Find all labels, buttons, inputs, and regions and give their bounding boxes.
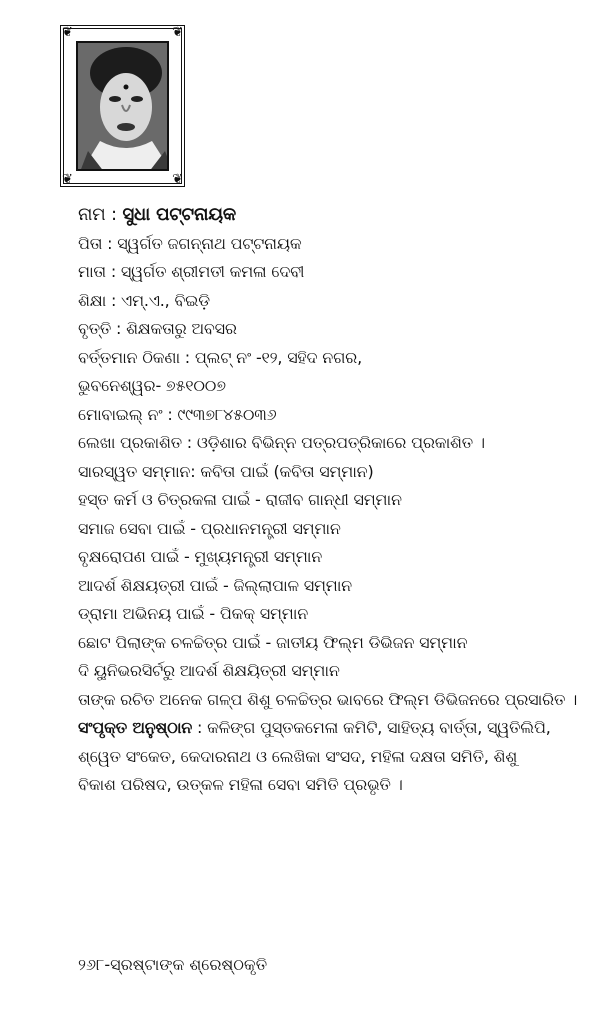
frame-ornament-icon: ❦ <box>62 25 73 40</box>
author-portrait <box>76 41 169 171</box>
author-bio <box>78 201 593 800</box>
mobile-line: ମୋବାଇଲ୍ ନଂ : ୯୯୩୭୮୪୫୦୩୬ <box>78 404 277 424</box>
father-line: ପିତା : ସ୍ୱର୍ଗତ ଜଗନ୍ନାଥ ପଟ୍ଟନାୟକ <box>78 233 302 253</box>
frame-ornament-icon: ❦ <box>62 172 73 187</box>
author-portrait-frame <box>60 25 185 187</box>
writings-line: ଲେଖା ପ୍ରକାଶିତ : ଓଡ଼ିଶାର ବିଭିନ୍ନ ପତ୍ରପତ୍ରିକାରେ ପ୍ରକାଶିତ । <box>78 433 485 452</box>
films-line: ତାଙ୍କ ରଚିତ ଅନେକ ଗଳ୍ପ ଶିଶୁ ଚଳଚ୍ଚିତ୍ର ଭାବରେ ଫିଲ୍ମ ଡିଭିଜନରେ ପ୍ରସାରିତ । <box>78 689 578 709</box>
associations-label: ସଂପୃକ୍ତ ଅନୁଷ୍ଠାନ <box>78 718 193 737</box>
name-line <box>78 201 593 230</box>
award-line: ବୃକ୍ଷରୋପଣ ପାଇଁ - ମୁଖ୍ୟମନ୍ତ୍ରୀ ସମ୍ମାନ <box>78 547 323 566</box>
profession-line: ବୃତ୍ତି : ଶିକ୍ଷକତାରୁ ଅବସର <box>78 319 237 338</box>
associations-line: ବିକାଶ ପରିଷଦ, ଉତ୍କଳ ମହିଳା ସେବା ସମିତି ପ୍ରଭୃତି । <box>78 775 403 794</box>
associations-text: : କଳିଙ୍ଗ ପୁସ୍ତକମେଳା କମିଟି, ସାହିତ୍ୟ ବାର୍ତ୍ତା, ସ୍ୱତିଲିପି, <box>192 718 551 737</box>
author-name: ସୁଧା ପଟ୍ଟନାୟକ <box>122 204 236 225</box>
education-line: ଶିକ୍ଷା : ଏମ୍.ଏ., ବିଇଡ଼ି <box>78 290 210 310</box>
award-line: ହସ୍ତ କର୍ମ ଓ ଚିତ୍ରକଳା ପାଇଁ - ରାଜୀବ ଗାନ୍ଧୀ ସମ୍ମାନ <box>78 490 402 509</box>
award-line: ଆଦର୍ଶ ଶିକ୍ଷୟତ୍ରୀ ପାଇଁ - ଜିଲ୍ଲାପାଳ ସମ୍ମାନ <box>78 575 352 595</box>
name-label: ନାମ : <box>78 204 123 225</box>
award-line: ଡ୍ରାମା ଅଭିନୟ ପାଇଁ - ପିକକ୍ ସମ୍ମାନ <box>78 604 309 623</box>
page-footer: ୨୬୮-ସ୍ରଷ୍ଟାଙ୍କ ଶ୍ରେଷ୍ଠକୃତି <box>78 955 268 974</box>
address-line: ବର୍ତ୍ତମାନ ଠିକଣା : ପ୍ଲଟ୍ ନଂ -୧୨, ସହିଦ ନଗର, <box>78 347 362 367</box>
award-line: ସାରସ୍ୱତ ସମ୍ମାନ: କବିତା ପାଇଁ (କବିତା ସମ୍ମାନ) <box>78 461 374 481</box>
award-line: ସମାଜ ସେବା ପାଇଁ - ପ୍ରଧାନମନ୍ତ୍ରୀ ସମ୍ମାନ <box>78 518 341 538</box>
frame-ornament-icon: ❦ <box>172 172 183 187</box>
award-line: ଦି ୟୁନିଭରସିର୍ଟରୁ ଆଦର୍ଶ ଶିକ୍ଷୟିତ୍ରୀ ସମ୍ମାନ <box>78 661 340 680</box>
associations-line <box>78 714 593 743</box>
mother-line: ମାତା : ସ୍ୱର୍ଗତ ଶ୍ରୀମତୀ କମଳା ଦେବୀ <box>78 262 305 281</box>
associations-line: ଶ୍ୱେତ ସଂକେତ, କେଦାରନାଥ ଓ ଲେଖିକା ସଂସଦ, ମହିଳା ଦକ୍ଷତା ସମିତି, ଶିଶୁ <box>78 746 518 766</box>
address-city-line: ଭୁବନେଶ୍ୱର- ୭୫୧୦୦୭ <box>78 376 226 395</box>
portrait-image <box>78 43 169 171</box>
frame-ornament-icon: ❦ <box>172 25 183 40</box>
award-line: ଛୋଟ ପିଲାଙ୍କ ଚଳଚ୍ଚିତ୍ର ପାଇଁ - ଜାତୀୟ ଫିଲ୍ମ ଡିଭିଜନ ସମ୍ମାନ <box>78 632 468 652</box>
